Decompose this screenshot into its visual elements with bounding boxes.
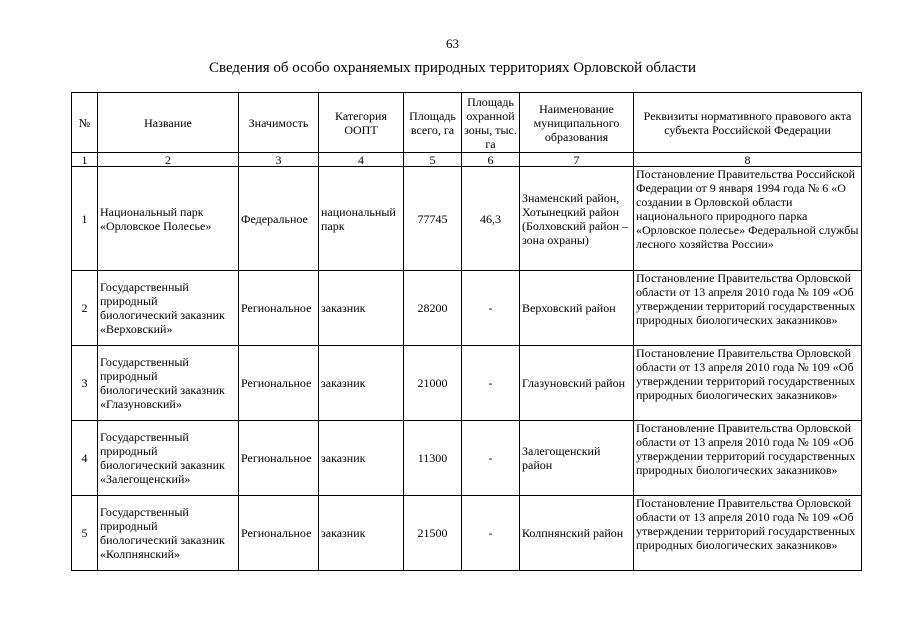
municipality: Знаменский район, Хотынецкий район (Болховский район – зона охраны) xyxy=(520,167,634,271)
total-area: 11300 xyxy=(404,421,462,496)
buffer-zone: - xyxy=(462,271,520,346)
protected-areas-table xyxy=(71,92,862,571)
municipality: Глазуновский район xyxy=(520,346,634,421)
table-row xyxy=(72,496,862,571)
significance: Региональное xyxy=(239,271,319,346)
header-cell: Наименование муниципального образования xyxy=(520,93,634,153)
header-cell: Площадь охранной зоны, тыс. га xyxy=(462,93,520,153)
significance: Региональное xyxy=(239,346,319,421)
area-name: Национальный парк «Орловское Полесье» xyxy=(98,167,239,271)
table-row xyxy=(72,271,862,346)
column-number: 5 xyxy=(404,153,462,167)
document-title: Сведения об особо охраняемых природных территориях Орловской области xyxy=(208,60,697,76)
column-number: 6 xyxy=(462,153,520,167)
municipality: Колпнянский район xyxy=(520,496,634,571)
row-number: 3 xyxy=(72,346,98,421)
column-number-row xyxy=(72,153,862,167)
table-row xyxy=(72,167,862,271)
area-name: Государственный природный биологический заказник «Залегощенский» xyxy=(98,421,239,496)
significance: Федеральное xyxy=(239,167,319,271)
header-cell: Реквизиты нормативного правового акта субъекта Российской Федерации xyxy=(634,93,862,153)
category: заказник xyxy=(319,421,404,496)
municipality: Залегощенский район xyxy=(520,421,634,496)
total-area: 28200 xyxy=(404,271,462,346)
category: заказник xyxy=(319,271,404,346)
significance: Региональное xyxy=(239,496,319,571)
header-row xyxy=(72,93,862,153)
area-name: Государственный природный биологический заказник «Колпнянский» xyxy=(98,496,239,571)
legal-act: Постановление Правительства Российской Федерации от 9 января 1994 года № 6 «О создании в Орловской области национального природного парка «Орловское полесье» Федеральной службы лесного хозяйства России» xyxy=(634,167,862,271)
table-row xyxy=(72,421,862,496)
total-area: 21000 xyxy=(404,346,462,421)
legal-act: Постановление Правительства Орловской области от 13 апреля 2010 года № 109 «Об утверждении территорий государственных природных биологических заказников» xyxy=(634,496,862,571)
legal-act: Постановление Правительства Орловской области от 13 апреля 2010 года № 109 «Об утверждении территорий государственных природных биологических заказников» xyxy=(634,421,862,496)
column-number: 8 xyxy=(634,153,862,167)
table-row xyxy=(72,346,862,421)
area-name: Государственный природный биологический заказник «Глазуновский» xyxy=(98,346,239,421)
row-number: 1 xyxy=(72,167,98,271)
total-area: 77745 xyxy=(404,167,462,271)
area-name: Государственный природный биологический заказник «Верховский» xyxy=(98,271,239,346)
legal-act: Постановление Правительства Орловской области от 13 апреля 2010 года № 109 «Об утверждении территорий государственных природных биологических заказников» xyxy=(634,346,862,421)
header-cell: Площадь всего, га xyxy=(404,93,462,153)
buffer-zone: - xyxy=(462,496,520,571)
buffer-zone: - xyxy=(462,346,520,421)
column-number: 1 xyxy=(72,153,98,167)
category: заказник xyxy=(319,496,404,571)
legal-act: Постановление Правительства Орловской области от 13 апреля 2010 года № 109 «Об утверждении территорий государственных природных биологических заказников» xyxy=(634,271,862,346)
category: заказник xyxy=(319,346,404,421)
column-number: 4 xyxy=(319,153,404,167)
row-number: 5 xyxy=(72,496,98,571)
header-cell: Название xyxy=(98,93,239,153)
column-number: 3 xyxy=(239,153,319,167)
header-cell: Категория ООПТ xyxy=(319,93,404,153)
municipality: Верховский район xyxy=(520,271,634,346)
buffer-zone: - xyxy=(462,421,520,496)
row-number: 4 xyxy=(72,421,98,496)
significance: Региональное xyxy=(239,421,319,496)
buffer-zone: 46,3 xyxy=(462,167,520,271)
column-number: 2 xyxy=(98,153,239,167)
total-area: 21500 xyxy=(404,496,462,571)
page-number: 63 xyxy=(446,36,459,51)
category: национальный парк xyxy=(319,167,404,271)
row-number: 2 xyxy=(72,271,98,346)
header-cell: № xyxy=(72,93,98,153)
column-number: 7 xyxy=(520,153,634,167)
header-cell: Значимость xyxy=(239,93,319,153)
